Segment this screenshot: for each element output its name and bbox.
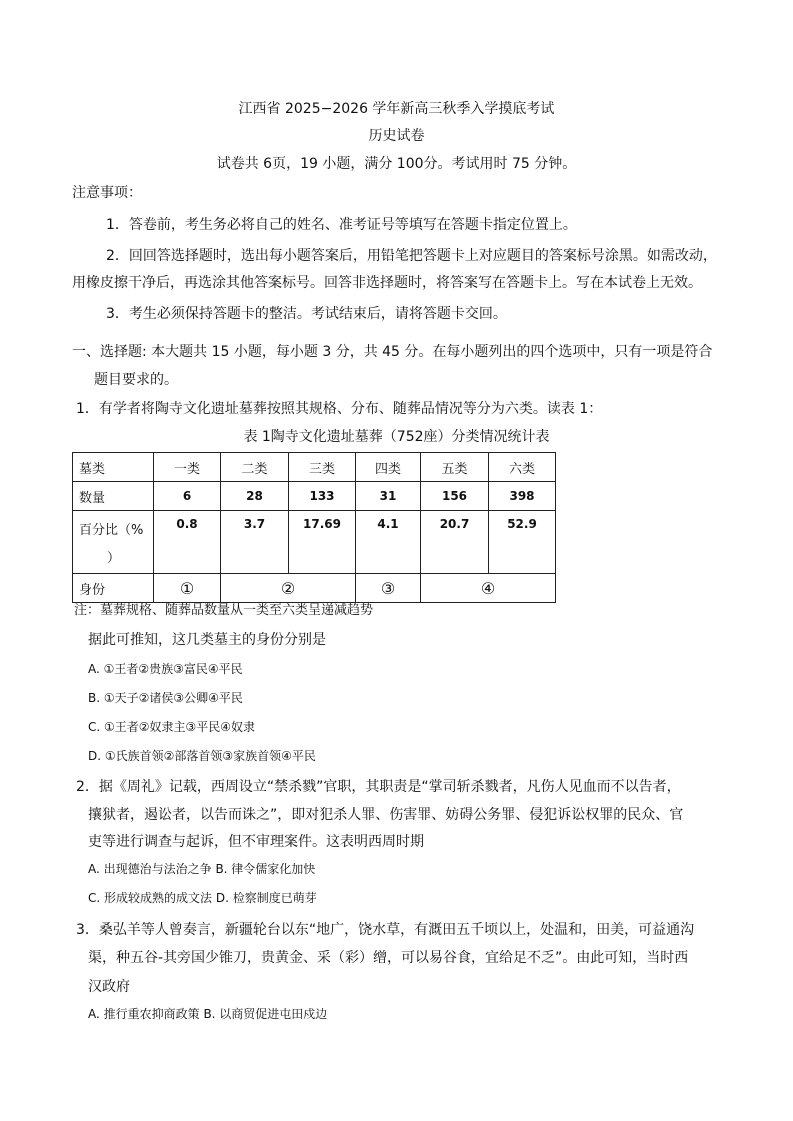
count-cell: 6 <box>154 482 221 511</box>
row-header-type: 墓类 <box>73 453 154 482</box>
table-caption: 表 1陶寺文化遗址墓葬（752座）分类情况统计表 <box>243 429 550 445</box>
q2-line1: 2．据《周礼》记载，西周设立“禁杀戮”官职，其职责是“掌司斩杀戮者，凡伤人见血而不以告者， <box>76 779 681 795</box>
q3-line3: 汉政府 <box>88 979 130 995</box>
table-row <box>73 511 556 574</box>
q1-option-a: A. ①王者②贵族③富民④平民 <box>88 662 243 676</box>
col-header: 一类 <box>154 453 221 482</box>
col-header: 四类 <box>356 453 421 482</box>
tomb-stats-table <box>72 452 556 603</box>
percent-cell: 3.7 <box>221 511 289 574</box>
row-header-percent <box>73 511 154 574</box>
col-header: 五类 <box>421 453 489 482</box>
col-header: 六类 <box>489 453 556 482</box>
col-header: 三类 <box>289 453 356 482</box>
q2-line3: 吏等进行调查与起诉，但不审理案件。这表明西周时期 <box>88 834 424 850</box>
q3-line2: 渠，种五谷-其旁国少锥刀，贵黄金、采（彩）缯，可以易谷食，宜给足不乏”。由此可知，当时西 <box>88 950 689 966</box>
count-cell: 28 <box>221 482 289 511</box>
count-cell: 31 <box>356 482 421 511</box>
col-header: 二类 <box>221 453 289 482</box>
note-item-3: 3．考生必须保持答题卡的整洁。考试结束后，请将答题卡交回。 <box>106 306 507 322</box>
q1-option-d: D. ①氏族首领②部落首领③家族首领④平民 <box>88 749 316 763</box>
q2-options-cd: C. 形成较成熟的成文法 D. 检察制度已萌芽 <box>88 891 317 905</box>
exam-info: 试卷共 6页，19 小题，满分 100分。考试用时 75 分钟。 <box>216 156 577 172</box>
percent-cell: 4.1 <box>356 511 421 574</box>
count-cell: 398 <box>489 482 556 511</box>
percent-label-a: 百分比（% <box>79 523 144 538</box>
note-item-1: 1．答卷前，考生务必将自己的姓名、准考证号等填写在答题卡指定位置上。 <box>106 217 577 233</box>
q3-options-ab: A. 推行重农抑商政策 B. 以商贸促进屯田戍边 <box>88 1007 328 1021</box>
q1-stem: 1．有学者将陶寺文化遗址墓葬按照其规格、分布、随葬品情况等分为六类。读表 1： <box>76 401 603 417</box>
table-row <box>73 482 556 511</box>
q1-option-c: C. ①王者②奴隶主③平民④奴隶 <box>88 720 256 734</box>
note-item-2-line1: 2．回回答选择题时，选出每小题答案后，用铅笔把答题卡上对应题目的答案标号涂黑。如需改动， <box>106 248 717 264</box>
percent-cell: 52.9 <box>489 511 556 574</box>
section-heading-line2: 题目要求的。 <box>94 372 178 388</box>
table-row <box>73 453 556 482</box>
notes-heading: 注意事项： <box>72 185 142 201</box>
count-cell: 156 <box>421 482 489 511</box>
row-header-identity: 身份 <box>73 574 154 603</box>
percent-label-b: ） <box>107 551 121 566</box>
exam-title: 江西省 2025−2026 学年新高三秋季入学摸底考试 <box>238 101 555 117</box>
identity-cell: ③ <box>356 574 421 603</box>
q3-line1: 3．桑弘羊等人曾奏言，新疆轮台以东“地广，饶水草，有溉田五千顷以上，处温和，田美，可益通沟 <box>76 922 695 938</box>
subject-title: 历史试卷 <box>368 128 425 144</box>
q2-options-ab: A. 出现德治与法治之争 B. 律令儒家化加快 <box>88 862 316 876</box>
percent-cell: 20.7 <box>421 511 489 574</box>
identity-cell: ① <box>154 574 221 603</box>
q1-question: 据此可推知，这几类墓主的身份分别是 <box>88 632 326 648</box>
percent-cell: 0.8 <box>154 511 221 574</box>
count-cell: 133 <box>289 482 356 511</box>
q1-option-b: B. ①天子②诸侯③公卿④平民 <box>88 691 243 705</box>
identity-cell: ④ <box>421 574 556 603</box>
note-item-2-line2: 用橡皮擦干净后，再选涂其他答案标号。回答非选择题时，将答案写在答题卡上。写在本试卷上无效。 <box>72 275 702 291</box>
percent-cell: 17.69 <box>289 511 356 574</box>
table-note: 注：墓葬规格、随葬品数量从一类至六类呈递减趋势 <box>74 603 374 618</box>
q2-line2: 攘狱者，遏讼者，以告而诛之”，即对犯杀人罪、伤害罪、妨碍公务罪、侵犯诉讼权罪的民众、官 <box>88 807 684 823</box>
identity-cell: ② <box>221 574 356 603</box>
row-header-count: 数量 <box>73 482 154 511</box>
section-heading-line1: 一、选择题: 本大题共 15 小题，每小题 3 分，共 45 分。在每小题列出的四个选项中，只有一项是符合 <box>72 344 713 360</box>
